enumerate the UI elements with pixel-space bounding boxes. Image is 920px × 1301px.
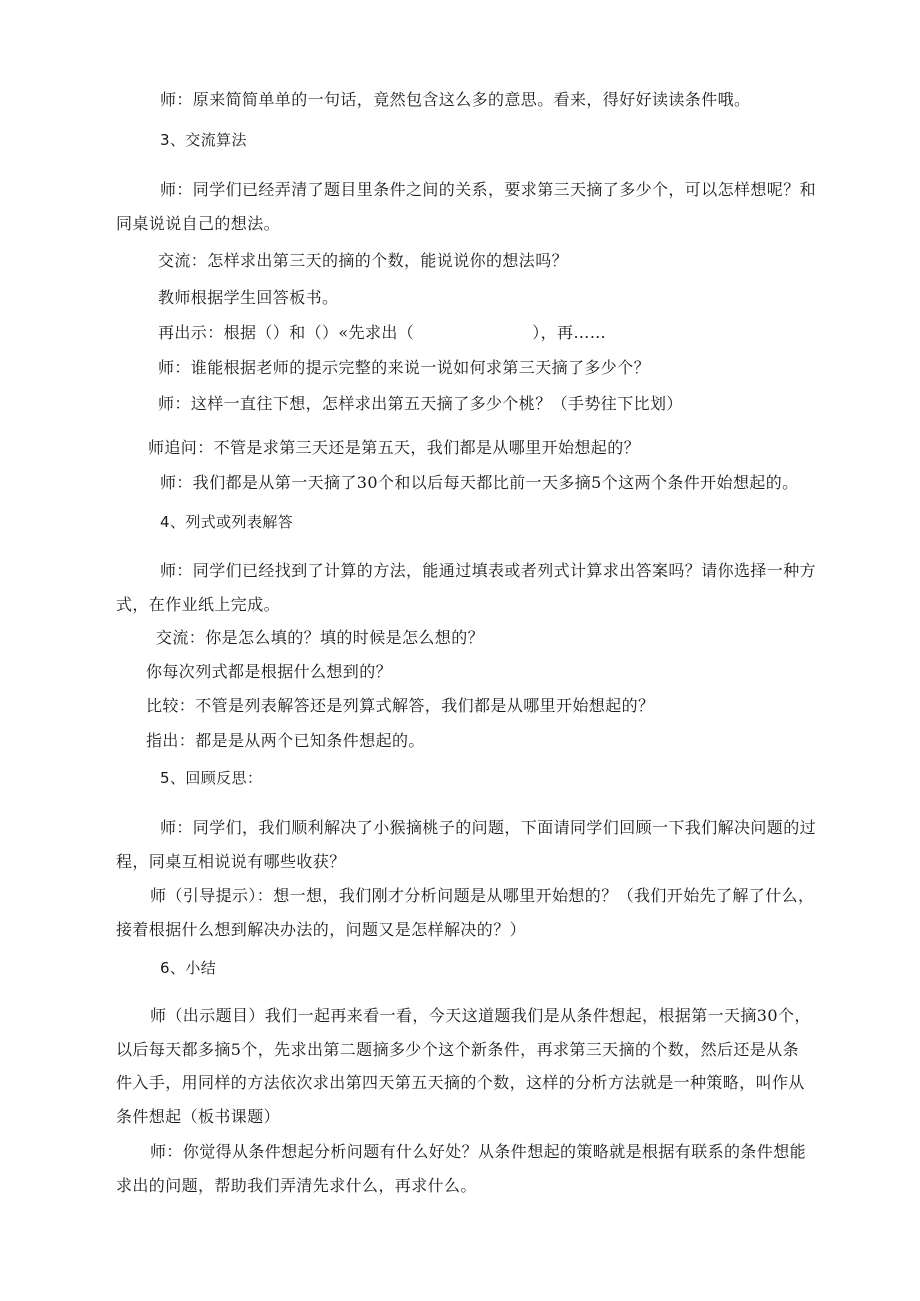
paragraph-line: 师：谁能根据老师的提示完整的来说一说如何求第三天摘了多少个？: [158, 358, 651, 377]
paragraph-line: 师：同学们，我们顺利解决了小猴摘桃子的问题，下面请同学们回顾一下我们解决问题的过: [160, 818, 817, 837]
paragraph-line: 件入手，用同样的方法依次求出第四天第五天摘的个数，这样的分析方法就是一种策略，叫作从: [116, 1073, 805, 1092]
section-heading-4: 4、列式或列表解答: [160, 513, 294, 531]
paragraph-line: 同桌说说自己的想法。: [116, 214, 281, 233]
paragraph-line: 师追问：不管是求第三天还是第五天，我们都是从哪里开始想起的？: [148, 438, 641, 457]
paragraph-line: 师（引导提示）：想一想，我们刚才分析问题是从哪里开始想的？（我们开始先了解了什么，: [150, 886, 815, 905]
paragraph-line: 师：同学们已经弄清了题目里条件之间的关系，要求第三天摘了多少个，可以怎样想呢？和: [160, 180, 817, 199]
prompt-text: 再出示：根据（）和（）«先求出（: [158, 323, 415, 342]
paragraph-line: 比较：不管是列表解答还是列算式解答，我们都是从哪里开始想起的？: [146, 696, 655, 715]
paragraph-line: 交流：你是怎么填的？填的时候是怎么想的？: [156, 628, 485, 647]
paragraph-line: 程，同桌互相说说有哪些收获？: [116, 852, 346, 871]
paragraph-line: [158, 323, 606, 343]
paragraph-line: 指出：都是是从两个已知条件想起的。: [146, 731, 425, 750]
paragraph-line: 师（出示题目）我们一起再来看一看，今天这道题我们是从条件想起，根据第一天摘30个，: [150, 1006, 811, 1025]
paragraph-line: 交流：怎样求出第三天的摘的个数，能说说你的想法吗？: [158, 251, 569, 270]
paragraph-line: 接着根据什么想到解决办法的，问题又是怎样解决的？）: [116, 920, 527, 939]
paragraph-line: 师：原来简简单单的一句话，竟然包含这么多的意思。看来，得好好读读条件哦。: [160, 90, 751, 109]
paragraph-line: 师：同学们已经找到了计算的方法，能通过填表或者列式计算求出答案吗？请你选择一种方: [160, 561, 817, 580]
prompt-text-end: ），再……: [532, 323, 607, 342]
paragraph-line: 式，在作业纸上完成。: [116, 595, 281, 614]
paragraph-line: 教师根据学生回答板书。: [158, 288, 339, 307]
paragraph-line: 以后每天都多摘5个，先求出第二题摘多少个这个新条件，再求第三天摘的个数，然后还是从条: [116, 1040, 799, 1059]
paragraph-line: 你每次列式都是根据什么想到的？: [146, 662, 393, 681]
paragraph-line: 师：这样一直往下想，怎样求出第五天摘了多少个桃？（手势往下比划）: [158, 394, 683, 413]
section-heading-5: 5、回顾反思：: [160, 769, 263, 787]
paragraph-line: 师：你觉得从条件想起分析问题有什么好处？从条件想起的策略就是根据有联系的条件想能: [150, 1142, 807, 1161]
paragraph-line: 师：我们都是从第一天摘了30个和以后每天都比前一天多摘5个这两个条件开始想起的。: [160, 473, 799, 492]
section-heading-3: 3、交流算法: [160, 131, 247, 149]
paragraph-line: 求出的问题，帮助我们弄清先求什么，再求什么。: [116, 1176, 477, 1195]
paragraph-line: 条件想起（板书课题）: [116, 1107, 281, 1126]
section-heading-6: 6、小结: [160, 959, 217, 977]
